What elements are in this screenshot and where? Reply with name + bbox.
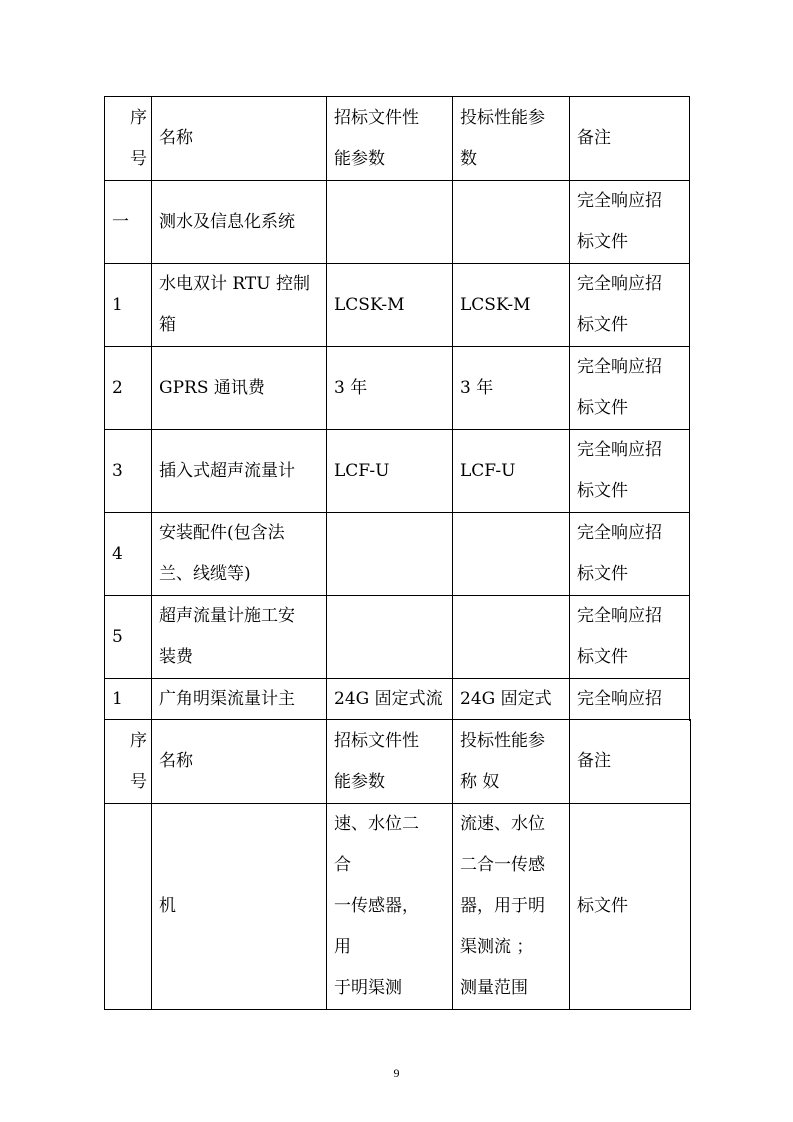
cell-tender	[327, 596, 453, 679]
cell-note: 完全响应招 标文件	[570, 596, 690, 679]
header-bid-params: 投标性能参 数	[453, 97, 570, 181]
cell-name: 广角明渠流量计主	[152, 679, 327, 721]
table-header-row	[105, 97, 690, 181]
header-remarks: 备注	[570, 720, 691, 804]
cell-note: 完全响应招 标文件	[570, 513, 690, 596]
header-remarks: 备注	[570, 97, 690, 181]
header-tender-params: 招标文件性 能参数	[327, 720, 453, 804]
table-row	[105, 347, 690, 430]
cell-no: 4	[105, 513, 152, 596]
cell-no: 1	[105, 264, 152, 347]
table-row	[105, 264, 690, 347]
cell-tender: 3 年	[327, 347, 453, 430]
cell-name: 插入式超声流量计	[152, 430, 327, 513]
cell-tender: 速、水位二 合 一传感器， 用 于明渠测	[327, 804, 453, 1010]
cell-bid: 24G 固定式	[453, 679, 570, 721]
table-row	[105, 181, 690, 264]
table-row	[105, 513, 690, 596]
parameter-table-2	[104, 719, 691, 1010]
table-row	[105, 804, 691, 1010]
header-tender-params: 招标文件性 能参数	[327, 97, 453, 181]
cell-no: 3	[105, 430, 152, 513]
cell-name: 超声流量计施工安 装费	[152, 596, 327, 679]
table-row	[105, 679, 690, 721]
cell-no: 2	[105, 347, 152, 430]
cell-bid: LCF-U	[453, 430, 570, 513]
header-name: 名称	[152, 720, 327, 804]
cell-no: 5	[105, 596, 152, 679]
cell-tender: LCSK-M	[327, 264, 453, 347]
cell-note: 完全响应招 标文件	[570, 430, 690, 513]
cell-name: 水电双计 RTU 控制 箱	[152, 264, 327, 347]
cell-note: 完全响应招 标文件	[570, 264, 690, 347]
cell-name: 测水及信息化系统	[152, 181, 327, 264]
cell-note: 完全响应招 标文件	[570, 181, 690, 264]
cell-no	[105, 804, 152, 1010]
cell-note: 标文件	[570, 804, 691, 1010]
header-xuhao: 序 号	[105, 720, 152, 804]
table-row	[105, 430, 690, 513]
cell-no: 一	[105, 181, 152, 264]
cell-bid	[453, 181, 570, 264]
cell-tender: 24G 固定式流	[327, 679, 453, 721]
cell-name: GPRS 通讯费	[152, 347, 327, 430]
table-row	[105, 596, 690, 679]
cell-bid	[453, 596, 570, 679]
header-name: 名称	[152, 97, 327, 181]
cell-bid	[453, 513, 570, 596]
header-bid-params: 投标性能参 称 奴	[453, 720, 570, 804]
cell-tender	[327, 513, 453, 596]
cell-name: 安装配件(包含法 兰、线缆等)	[152, 513, 327, 596]
cell-bid: 流速、水位 二合一传感 器，用于明 渠测流 ； 测量范围	[453, 804, 570, 1010]
cell-tender	[327, 181, 453, 264]
table-header-row	[105, 720, 691, 804]
cell-tender: LCF-U	[327, 430, 453, 513]
cell-bid: LCSK-M	[453, 264, 570, 347]
cell-note: 完全响应招	[570, 679, 690, 721]
parameter-table-1	[104, 96, 690, 721]
header-xuhao: 序 号	[105, 97, 152, 181]
page-number: 9	[393, 1066, 400, 1080]
cell-bid: 3 年	[453, 347, 570, 430]
cell-note: 完全响应招 标文件	[570, 347, 690, 430]
cell-no: 1	[105, 679, 152, 721]
cell-name: 机	[152, 804, 327, 1010]
